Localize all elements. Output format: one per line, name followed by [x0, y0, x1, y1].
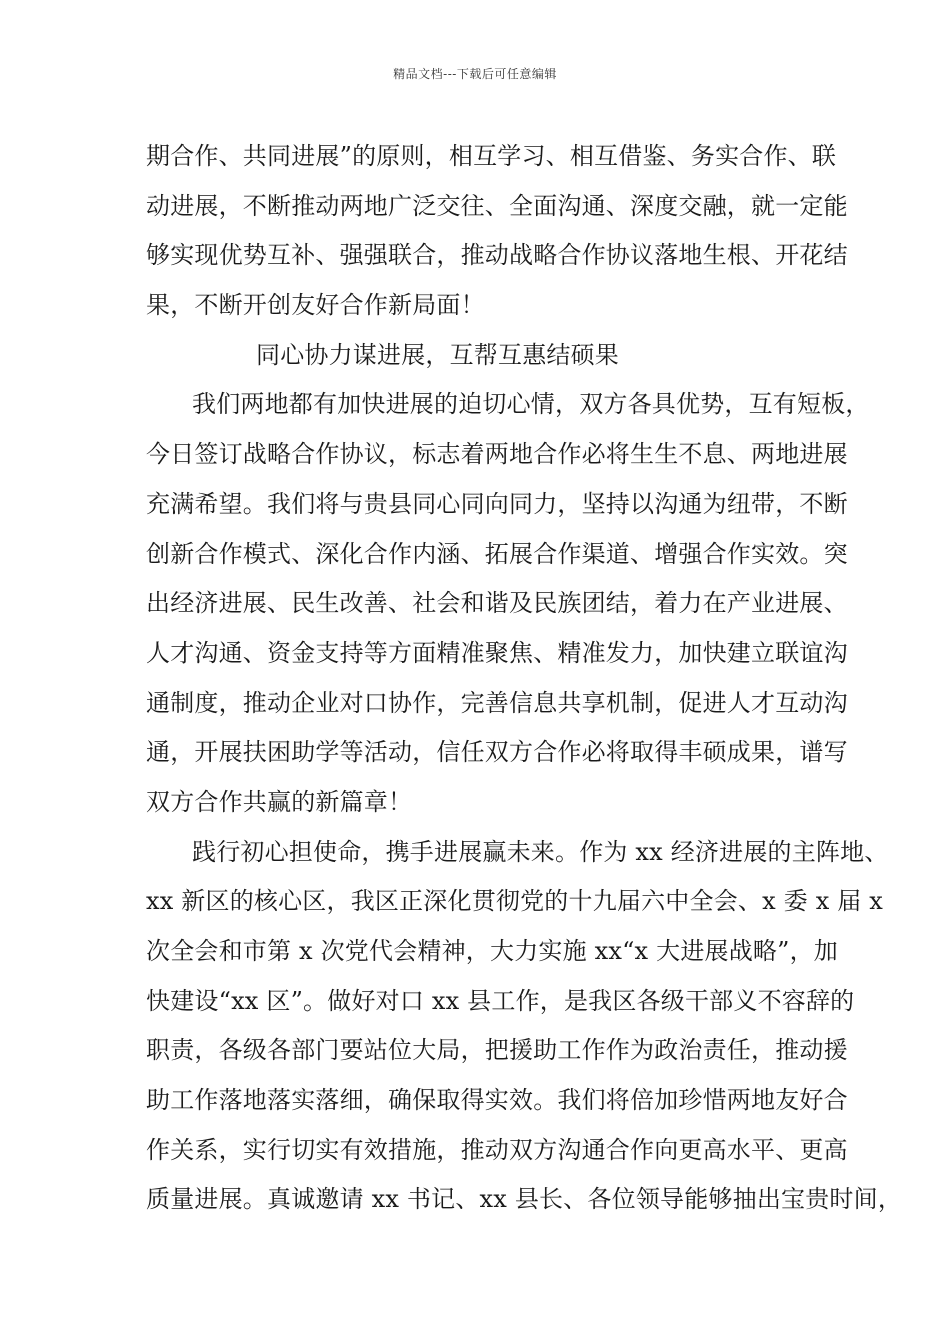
- text-line: 通，开展扶困助学等活动，信任双方合作必将取得丰硕成果，谱写: [146, 738, 848, 767]
- text-line: 双方合作共赢的新篇章！: [146, 787, 413, 816]
- text-line: 出经济进展、民生改善、社会和谐及民族团结，着力在产业进展、: [146, 589, 848, 618]
- text-line: 作关系，实行切实有效措施，推动双方沟通合作向更高水平、更高: [146, 1135, 848, 1164]
- text-line: 践行初心担使命，携手进展赢未来。作为 xx 经济进展的主阵地、: [192, 837, 889, 866]
- text-line: 今日签订战略合作协议，标志着两地合作必将生生不息、两地进展: [146, 440, 848, 469]
- body-text: [146, 132, 903, 1225]
- text-line: 通制度，推动企业对口协作，完善信息共享机制，促进人才互动沟: [146, 688, 848, 717]
- text-line: 够实现优势互补、强强联合，推动战略合作协议落地生根、开花结: [146, 241, 848, 270]
- section-heading: 同心协力谋进展，互帮互惠结硕果: [256, 340, 619, 369]
- text-line: 职责，各级各部门要站位大局，把援助工作作为政治责任，推动援: [146, 1036, 848, 1065]
- page-header: 精品文档---下载后可任意编辑: [393, 67, 557, 81]
- text-line: xx 新区的核心区，我区正深化贯彻党的十九届六中全会、x 委 x 届 x: [146, 887, 884, 916]
- text-line: 创新合作模式、深化合作内涵、拓展合作渠道、增强合作实效。突: [146, 539, 848, 568]
- text-line: 充满希望。我们将与贵县同心同向同力，坚持以沟通为纽带，不断: [146, 489, 848, 518]
- text-line: 助工作落地落实落细，确保取得实效。我们将倍加珍惜两地友好合: [146, 1086, 848, 1115]
- text-line: 质量进展。真诚邀请 xx 书记、xx 县长、各位领导能够抽出宝贵时间，: [146, 1185, 903, 1214]
- text-line: 次全会和市第 x 次党代会精神，大力实施 xx“x 大进展战略”，加: [146, 937, 838, 965]
- text-line: 动进展，不断推动两地广泛交往、全面沟通、深度交融，就一定能: [146, 191, 848, 220]
- text-line: 快建设“xx 区”。做好对口 xx 县工作，是我区各级干部义不容辞的: [146, 986, 855, 1015]
- text-line: 我们两地都有加快进展的迫切心情，双方各具优势，互有短板，: [192, 390, 870, 419]
- text-line: 期合作、共同进展”的原则，相互学习、相互借鉴、务实合作、联: [146, 142, 837, 170]
- text-line: 人才沟通、资金支持等方面精准聚焦、精准发力，加快建立联谊沟: [146, 638, 848, 667]
- text-line: 果，不断开创友好合作新局面！: [146, 291, 485, 320]
